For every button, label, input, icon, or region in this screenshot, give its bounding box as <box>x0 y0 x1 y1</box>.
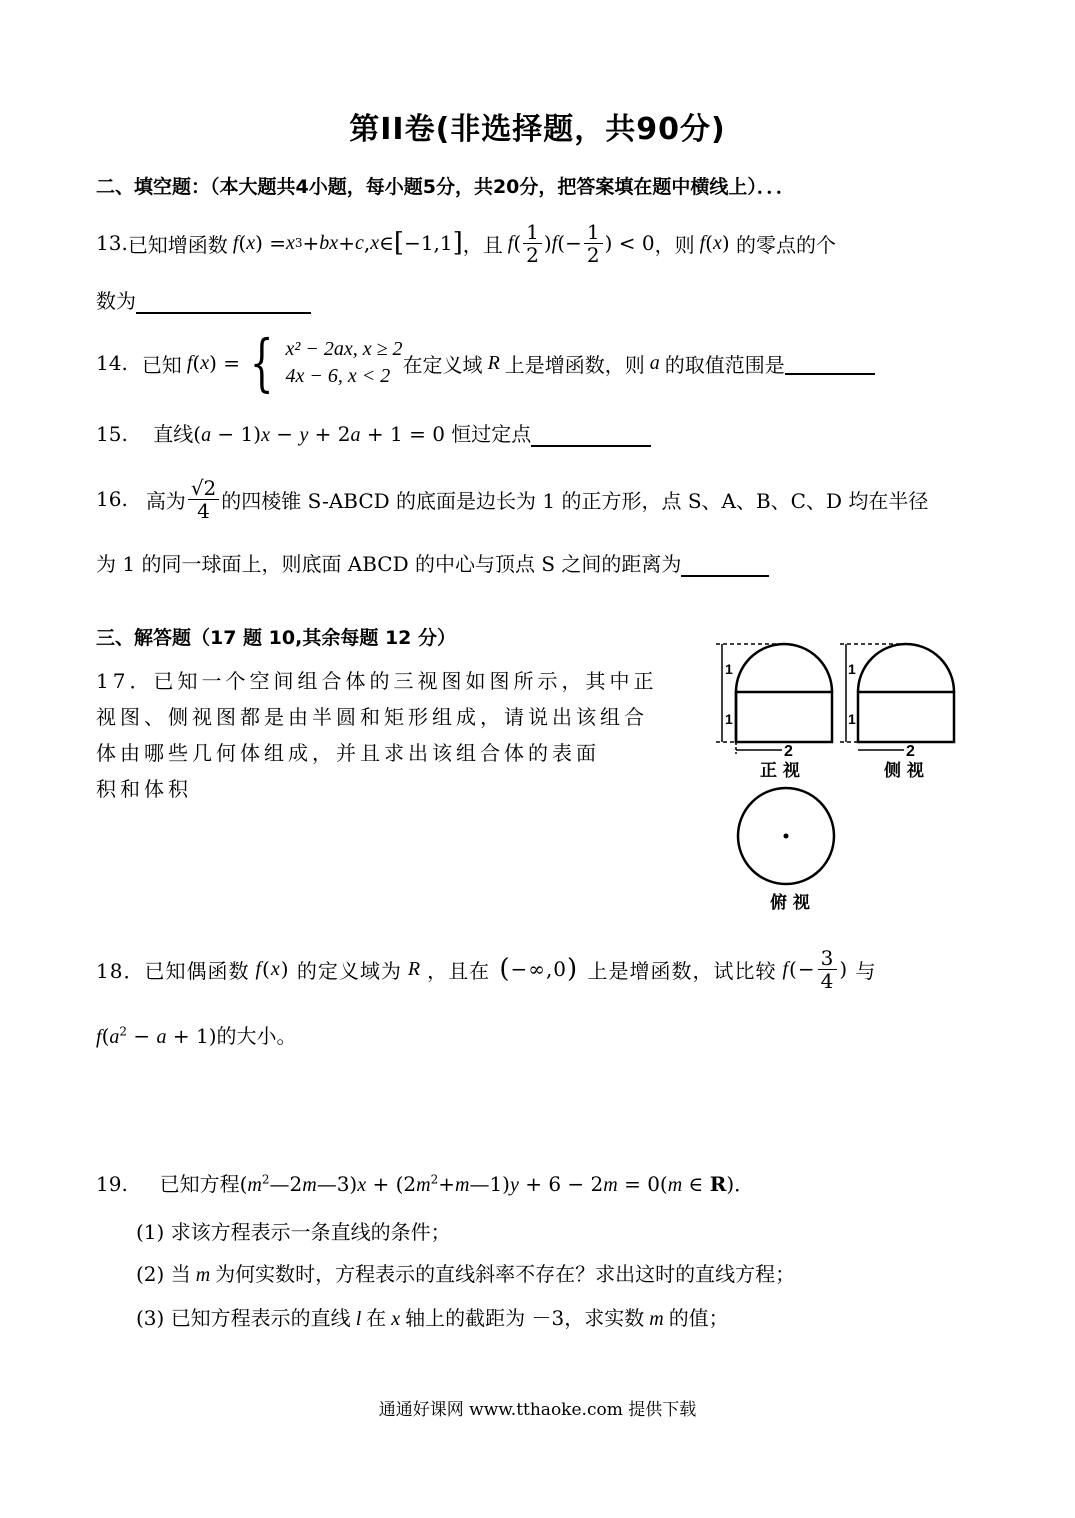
question-text: 为 1 的同一球面上，则底面 ABCD 的中心与顶点 S 之间的距离为 <box>96 552 682 576</box>
answer-blank <box>681 553 769 577</box>
question-19-part-3: (3) 已知方程表示的直线 l 在 x 轴上的截距为 －3，求实数 m 的值； <box>136 1306 729 1330</box>
question-number: 14. <box>96 351 128 375</box>
question-text: 上是增函数，则 <box>504 352 645 377</box>
question-15: 15. 直线(a − 1)x − y + 2a + 1 = 0 恒过定点 <box>96 418 651 447</box>
question-text: 为何实数时，方程表示的直线斜率不存在？求出这时的直线方程； <box>215 1262 796 1286</box>
question-19-part-2: (2) 当 m 为何实数时，方程表示的直线斜率不存在？求出这时的直线方程； <box>136 1262 796 1286</box>
answer-blank <box>785 351 875 375</box>
question-13: 13. 已知增函数 f ( x ) = x 3 + bx + c , x ∈ [ −1,1 ] ，且 f ( $\frac{1}{2}$ ) f (− $\frac{1}{2}$ ) < 0 ，则 f ( x ) 的零点的个 <box>96 219 837 267</box>
question-text: 与 <box>855 958 877 983</box>
question-18: 18． 已知偶函数 f ( x ) 的定义域为 R ，且在 ( −∞,0 ) 上是增函数， 试比较 f (− $\frac{3}{4}$ ) 与 <box>96 945 877 993</box>
question-17-line3: 体由哪些几何体组成，并且求出该组合体的表面 <box>96 741 600 765</box>
three-views-figure <box>712 630 982 920</box>
dimension-label: 1 <box>725 661 733 677</box>
question-19: 19. 已知方程$(m^2—2m—3)x$ + $(2m^2+m—1)y + 6 - 2m = 0(m$ ∈ R)． <box>96 1172 755 1196</box>
question-text: 数为 <box>96 289 136 313</box>
question-text: 在 <box>366 1306 387 1330</box>
question-17-line1: 17．已知一个空间组合体的三视图如图所示，其中正 <box>96 669 658 693</box>
question-text: 的大小。 <box>216 1024 297 1048</box>
side-view-label: 侧 视 <box>884 761 924 781</box>
question-text: ，则 <box>654 232 695 257</box>
question-text: 高为 <box>145 488 186 513</box>
page-title: 第II卷(非选择题，共90分) <box>349 112 726 147</box>
question-text: ． <box>734 1172 755 1196</box>
question-text: 的取值范围是 <box>664 352 785 377</box>
sqrt2-over-4: $\frac{√2}{4}$ <box>188 477 219 522</box>
dimension-label: 1 <box>725 711 733 727</box>
answer-blank <box>136 290 311 314</box>
question-text: (2) 当 <box>136 1262 191 1286</box>
math-formula: f <box>227 231 239 254</box>
question-text: 恒过定点 <box>451 422 532 446</box>
question-number: 13. <box>96 231 128 255</box>
question-18-cont: $f(a^2 - a + 1)$的大小。 <box>96 1024 297 1048</box>
question-text: 的零点的个 <box>736 232 837 257</box>
piecewise-case-1: x² − 2ax, x ≥ 2 <box>285 338 403 360</box>
question-text: 已知增函数 <box>127 232 228 257</box>
question-text: 的四棱锥 S-ABCD 的底面是边长为 1 的正方形，点 S、A、B、C、D 均在半径 <box>221 488 929 513</box>
question-text: 的值； <box>668 1306 729 1330</box>
dimension-label: 2 <box>784 743 793 760</box>
question-text: 试比较 <box>713 958 777 983</box>
question-text: 的定义域为 <box>296 958 402 983</box>
piecewise-function: { x² − 2ax, x ≥ 2 4x − 6, x < 2 <box>249 326 403 399</box>
question-16 <box>96 466 928 532</box>
question-text: 已知 <box>141 352 182 377</box>
question-16-cont <box>96 548 769 577</box>
question-number: 18． <box>96 958 145 983</box>
question-text: 已知方程 <box>159 1172 240 1196</box>
question-text: 直线 <box>153 422 194 446</box>
question-number: 19. <box>96 1172 128 1196</box>
top-view <box>738 788 834 884</box>
question-number: 15. <box>96 422 128 446</box>
front-view <box>716 644 832 754</box>
section-fill-in-heading: 二、填空题：（本大题共4小题，每小题5分，共20分，把答案填在题中横线上）．．． <box>96 176 795 198</box>
question-text: ，且在 <box>427 958 491 983</box>
question-13-cont <box>96 285 311 314</box>
question-text: 轴上的截距为 －3，求实数 <box>405 1306 645 1330</box>
question-17-line2: 视图、侧视图都是由半圆和矩形组成，请说出该组合 <box>96 705 648 729</box>
question-19-part-1: (1) 求该方程表示一条直线的条件； <box>136 1220 451 1244</box>
front-view-label: 正 视 <box>760 761 800 781</box>
question-17-line4: 积和体积 <box>96 777 192 801</box>
question-14: 14. 已知 f ( x ) = { x² − 2ax, x ≥ 2 4x − 6, x < 2 在定义域 R 上是增函数，则 a 的取值范围是 <box>96 330 875 396</box>
answer-blank <box>531 423 651 447</box>
question-text: 上是增函数， <box>587 958 714 983</box>
side-view <box>840 644 954 750</box>
question-text: ，且 <box>462 232 503 257</box>
dimension-label: 2 <box>906 743 915 760</box>
page-footer: 通通好课网 www.tthaoke.com 提供下载 <box>378 1400 697 1420</box>
piecewise-case-2: 4x − 6, x < 2 <box>285 365 391 387</box>
section-solution-heading: 三、解答题（17 题 10,其余每题 12 分） <box>96 627 456 649</box>
question-text: 在定义域 <box>402 352 483 377</box>
question-number: 16. <box>96 487 128 511</box>
top-view-label: 俯 视 <box>770 893 810 913</box>
dimension-label: 1 <box>848 661 856 677</box>
question-text: (3) 已知方程表示的直线 <box>136 1306 351 1330</box>
dimension-label: 1 <box>848 711 856 727</box>
question-text: 已知偶函数 <box>144 958 250 983</box>
